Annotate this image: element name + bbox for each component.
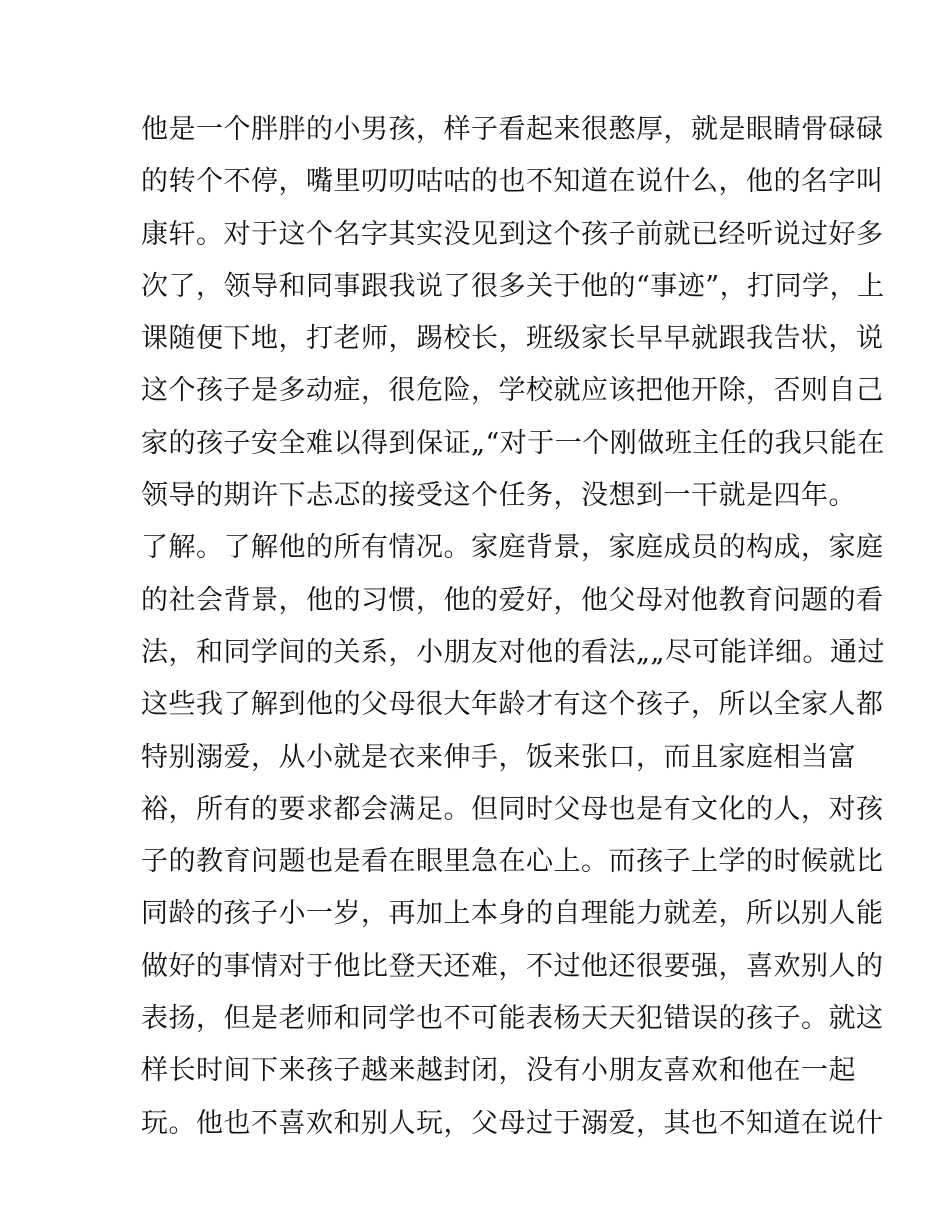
text-line: 同龄的孩子小一岁，再加上本身的自理能力就差，所以别人能: [141, 898, 884, 930]
text-line: 这个孩子是多动症，很危险，学校就应该把他开除，否则自己: [141, 375, 884, 407]
body-text: [141, 104, 885, 1150]
text-line: 康轩。对于这个名字其实没见到这个孩子前就已经听说过好多: [141, 218, 884, 250]
text-line: 样长时间下来孩子越来越封闭，没有小朋友喜欢和他在一起: [141, 1055, 856, 1087]
text-line: 特别溺爱，从小就是衣来伸手，饭来张口，而且家庭相当富: [141, 741, 856, 773]
text-line: 领导的期许下忐忑的接受这个任务，没想到一干就是四年。: [141, 480, 856, 512]
text-line: 裕，所有的要求都会满足。但同时父母也是有文化的人，对孩: [141, 793, 884, 825]
text-line: 家的孩子安全难以得到保证„“对于一个刚做班主任的我只能在: [141, 427, 885, 459]
text-line: 表扬，但是老师和同学也不可能表杨天天犯错误的孩子。就这: [141, 1003, 884, 1035]
text-line: 了解。了解他的所有情况。家庭背景，家庭成员的构成，家庭: [141, 532, 884, 564]
text-line: 的转个不停，嘴里叨叨咕咕的也不知道在说什么，他的名字叫: [141, 166, 884, 198]
text-line: 他是一个胖胖的小男孩，样子看起来很憨厚，就是眼睛骨碌碌: [141, 114, 884, 145]
text-line: 子的教育问题也是看在眼里急在心上。而孩子上学的时候就比: [141, 846, 884, 878]
text-line: 做好的事情对于他比登天还难，不过他还很要强，喜欢别人的: [141, 950, 884, 982]
text-line: 这些我了解到他的父母很大年龄才有这个孩子，所以全家人都: [141, 689, 884, 721]
text-line: 法，和同学间的关系，小朋友对他的看法„„尽可能详细。通过: [141, 636, 885, 668]
text-line: 的社会背景，他的习惯，他的爱好，他父母对他教育问题的看: [141, 584, 884, 616]
text-line: 玩。他也不喜欢和别人玩，父母过于溺爱，其也不知道在说什: [141, 1107, 884, 1139]
text-line: 次了，领导和同事跟我说了很多关于他的“事迹”，打同学，上: [141, 270, 885, 302]
text-line: 课随便下地，打老师，踢校长，班级家长早早就跟我告状，说: [141, 323, 884, 355]
